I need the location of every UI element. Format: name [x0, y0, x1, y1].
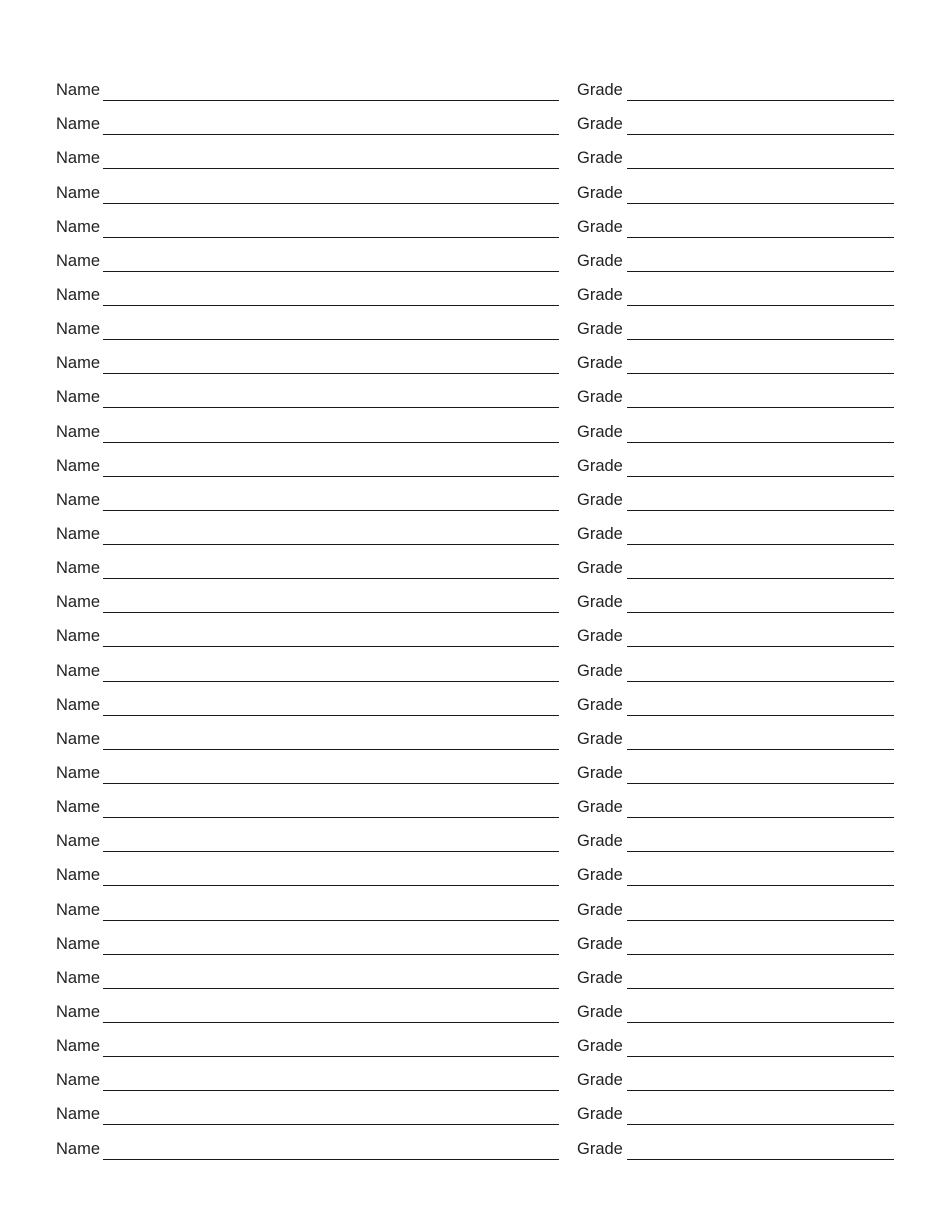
roster-row [56, 135, 894, 169]
name-label: Name [56, 456, 101, 475]
name-label: Name [56, 1139, 101, 1158]
name-field[interactable] [103, 626, 559, 647]
grade-label: Grade [577, 695, 623, 714]
name-label: Name [56, 661, 101, 680]
name-label: Name [56, 388, 101, 407]
name-label: Name [56, 695, 101, 714]
grade-field[interactable] [627, 626, 894, 647]
grade-label: Grade [577, 354, 623, 373]
grade-field[interactable] [627, 934, 894, 955]
name-field[interactable] [103, 217, 559, 238]
grade-label: Grade [577, 559, 623, 578]
name-label: Name [56, 217, 101, 236]
grade-field[interactable] [627, 183, 894, 204]
roster-row [56, 682, 894, 716]
name-field[interactable] [103, 148, 559, 169]
name-field[interactable] [103, 524, 559, 545]
grade-label: Grade [577, 285, 623, 304]
grade-field[interactable] [627, 1036, 894, 1057]
grade-field[interactable] [627, 114, 894, 135]
grade-field[interactable] [627, 831, 894, 852]
name-label: Name [56, 422, 101, 441]
grade-field[interactable] [627, 148, 894, 169]
roster-row [56, 1091, 894, 1125]
name-field[interactable] [103, 1036, 559, 1057]
name-label: Name [56, 559, 101, 578]
grade-label: Grade [577, 456, 623, 475]
grade-field[interactable] [627, 80, 894, 101]
name-field[interactable] [103, 558, 559, 579]
roster-row [56, 716, 894, 750]
grade-field[interactable] [627, 1002, 894, 1023]
roster-row [56, 1023, 894, 1057]
roster-row [56, 613, 894, 647]
name-field[interactable] [103, 319, 559, 340]
grade-field[interactable] [627, 592, 894, 613]
name-label: Name [56, 832, 101, 851]
roster-row [56, 101, 894, 135]
name-label: Name [56, 81, 101, 100]
grade-label: Grade [577, 627, 623, 646]
name-field[interactable] [103, 763, 559, 784]
roster-row [56, 204, 894, 238]
name-field[interactable] [103, 490, 559, 511]
roster-row [56, 1057, 894, 1091]
roster-row [56, 1125, 894, 1159]
name-field[interactable] [103, 183, 559, 204]
name-field[interactable] [103, 865, 559, 886]
grade-label: Grade [577, 1002, 623, 1021]
roster-row [56, 921, 894, 955]
grade-field[interactable] [627, 1139, 894, 1160]
roster-row [56, 340, 894, 374]
grade-field[interactable] [627, 558, 894, 579]
name-label: Name [56, 593, 101, 612]
grade-label: Grade [577, 251, 623, 270]
grade-label: Grade [577, 81, 623, 100]
grade-label: Grade [577, 900, 623, 919]
name-label: Name [56, 183, 101, 202]
grade-field[interactable] [627, 1070, 894, 1091]
roster-row [56, 784, 894, 818]
roster-row [56, 886, 894, 920]
name-label: Name [56, 285, 101, 304]
grade-field[interactable] [627, 900, 894, 921]
grade-field[interactable] [627, 524, 894, 545]
name-label: Name [56, 763, 101, 782]
name-label: Name [56, 729, 101, 748]
grade-field[interactable] [627, 387, 894, 408]
name-field[interactable] [103, 456, 559, 477]
name-label: Name [56, 1071, 101, 1090]
grade-field[interactable] [627, 251, 894, 272]
grade-field[interactable] [627, 865, 894, 886]
grade-field[interactable] [627, 285, 894, 306]
name-label: Name [56, 968, 101, 987]
grade-label: Grade [577, 934, 623, 953]
grade-label: Grade [577, 388, 623, 407]
grade-field[interactable] [627, 353, 894, 374]
grade-label: Grade [577, 115, 623, 134]
grade-label: Grade [577, 1037, 623, 1056]
name-label: Name [56, 115, 101, 134]
grade-field[interactable] [627, 456, 894, 477]
grade-label: Grade [577, 1071, 623, 1090]
grade-label: Grade [577, 422, 623, 441]
name-field[interactable] [103, 114, 559, 135]
name-field[interactable] [103, 387, 559, 408]
grade-label: Grade [577, 593, 623, 612]
grade-field[interactable] [627, 763, 894, 784]
name-field[interactable] [103, 831, 559, 852]
grade-label: Grade [577, 490, 623, 509]
roster-row [56, 477, 894, 511]
grade-field[interactable] [627, 490, 894, 511]
grade-label: Grade [577, 1105, 623, 1124]
grade-label: Grade [577, 661, 623, 680]
grade-label: Grade [577, 1139, 623, 1158]
roster-row [56, 169, 894, 203]
name-field[interactable] [103, 661, 559, 682]
name-field[interactable] [103, 797, 559, 818]
grade-field[interactable] [627, 319, 894, 340]
name-label: Name [56, 354, 101, 373]
name-field[interactable] [103, 1070, 559, 1091]
roster-row [56, 579, 894, 613]
name-label: Name [56, 1002, 101, 1021]
name-label: Name [56, 934, 101, 953]
roster-row [56, 374, 894, 408]
grade-label: Grade [577, 149, 623, 168]
roster-row [56, 545, 894, 579]
grade-label: Grade [577, 217, 623, 236]
name-label: Name [56, 149, 101, 168]
name-field[interactable] [103, 251, 559, 272]
name-field[interactable] [103, 1104, 559, 1125]
name-label: Name [56, 251, 101, 270]
grade-field[interactable] [627, 968, 894, 989]
name-field[interactable] [103, 80, 559, 101]
name-field[interactable] [103, 422, 559, 443]
name-label: Name [56, 524, 101, 543]
grade-label: Grade [577, 798, 623, 817]
grade-field[interactable] [627, 797, 894, 818]
grade-label: Grade [577, 866, 623, 885]
name-field[interactable] [103, 592, 559, 613]
roster-row [56, 511, 894, 545]
grade-label: Grade [577, 524, 623, 543]
name-field[interactable] [103, 1139, 559, 1160]
name-field[interactable] [103, 285, 559, 306]
roster-row [56, 306, 894, 340]
roster-row [56, 852, 894, 886]
name-label: Name [56, 490, 101, 509]
grade-label: Grade [577, 968, 623, 987]
grade-field[interactable] [627, 729, 894, 750]
grade-label: Grade [577, 729, 623, 748]
name-field[interactable] [103, 1002, 559, 1023]
roster-row [56, 989, 894, 1023]
name-field[interactable] [103, 695, 559, 716]
grade-field[interactable] [627, 1104, 894, 1125]
roster-row [56, 67, 894, 101]
grade-field[interactable] [627, 217, 894, 238]
grade-field[interactable] [627, 422, 894, 443]
grade-label: Grade [577, 320, 623, 339]
grade-field[interactable] [627, 695, 894, 716]
name-label: Name [56, 1105, 101, 1124]
roster-row [56, 818, 894, 852]
name-field[interactable] [103, 353, 559, 374]
grade-label: Grade [577, 832, 623, 851]
name-field[interactable] [103, 729, 559, 750]
name-label: Name [56, 320, 101, 339]
roster-row [56, 955, 894, 989]
grade-label: Grade [577, 763, 623, 782]
name-label: Name [56, 798, 101, 817]
roster-row [56, 272, 894, 306]
name-label: Name [56, 866, 101, 885]
name-label: Name [56, 1037, 101, 1056]
roster-row [56, 647, 894, 681]
roster-row [56, 443, 894, 477]
roster-row [56, 408, 894, 442]
grade-field[interactable] [627, 661, 894, 682]
name-label: Name [56, 627, 101, 646]
roster-rows [56, 67, 894, 1160]
roster-row [56, 238, 894, 272]
grade-label: Grade [577, 183, 623, 202]
name-field[interactable] [103, 900, 559, 921]
name-field[interactable] [103, 934, 559, 955]
name-label: Name [56, 900, 101, 919]
name-field[interactable] [103, 968, 559, 989]
roster-row [56, 750, 894, 784]
